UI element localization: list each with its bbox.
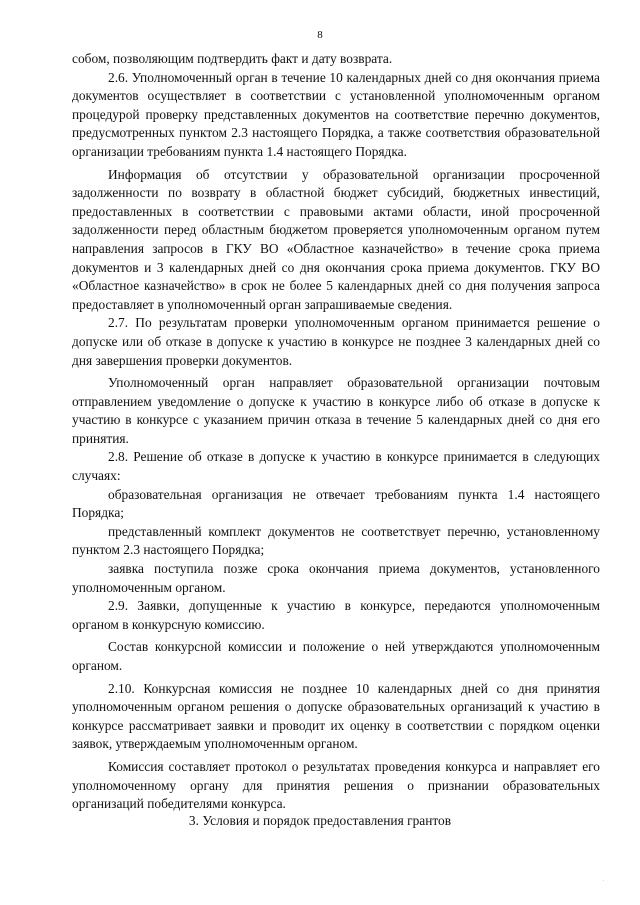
paragraph-case-requirements: образовательная организация не отвечает требованиям пункта 1.4 настоящего Порядка;: [72, 486, 600, 521]
paragraph-protocol: Комиссия составляет протокол о результатах проведения конкурса и направляет его уполномоченному органу для принятия решения о признании образовательных организаций победителями конкурса.: [72, 758, 600, 812]
document-body: [72, 50, 600, 814]
paragraph-case-documents: представленный комплект документов не соответствует перечню, установленному пунктом 2.3 настоящего Порядка;: [72, 523, 600, 558]
paragraph-2-7: 2.7. По результатам проверки уполномоченным органом принимается решение о допуске или об отказе в допуске к участию в конкурсе не позднее 3 календарных дней со дня завершения проверки документов.: [72, 315, 600, 368]
corner-mark: .: [602, 877, 604, 883]
paragraph-2-10: 2.10. Конкурсная комиссия не позднее 10 календарных дней со дня принятия уполномоченным органом решения о допуске образовательных организаций к участию в конкурсе рассматривает заявки и проводит их оценку в соответствии с порядком оценки заявок, утверждаемым уполномоченным органом.: [72, 680, 600, 752]
paragraph-return-fact: собом, позволяющим подтвердить факт и дату возврата.: [72, 51, 393, 66]
paragraph-2-8: 2.8. Решение об отказе в допуске к участию в конкурсе принимается в следующих случаях:: [72, 449, 600, 484]
page-number: 8: [317, 29, 323, 41]
paragraph-case-late: заявка поступила позже срока окончания приема документов, установленного уполномоченным органом.: [72, 561, 600, 595]
paragraph-notification: Уполномоченный орган направляет образовательной организации почтовым отправлением уведомление о допуске к участию в конкурсе либо об отказе в допуске к участию в конкурсе с указанием причин отказа в течение 5 календарных дней со дня его принятия.: [72, 375, 600, 446]
paragraph-2-9: 2.9. Заявки, допущенные к участию в конкурсе, передаются уполномоченным органом в конкурсную комиссию.: [72, 598, 600, 632]
paragraph-2-6: 2.6. Уполномоченный орган в течение 10 календарных дней со дня окончания приема документов осуществляет в соответствии с установленной уполномоченным органом процедурой проверку представленных документов на соответствие перечню документов, предусмотренных пунктом 2.3 настоящего Порядка, а также соответствия образовательной организации требованиям пункта 1.4 настоящего Порядка.: [72, 69, 600, 159]
section-heading: 3. Условия и порядок предоставления грантов: [188, 813, 452, 828]
paragraph-commission-composition: Состав конкурсной комиссии и положение о ней утверждаются уполномоченным органом.: [72, 639, 600, 673]
paragraph-debt-info: Информация об отсутствии у образовательной организации просроченной задолженности по возврату в областной бюджет субсидий, бюджетных инвестиций, предоставленных в соответствии с правовыми актами области, иной просроченной задолженности перед областным бюджетом проверяется уполномоченным органом путем направления запросов в ГКУ ВО «Областное казначейство» в течение срока приема документов и 3 календарных дней со дня окончания срока приема документов. ГКУ ВО «Областное казначейство» в срок не более 5 календарных дней со дня получения запроса предоставляет в уполномоченный орган запрашиваемые сведения.: [72, 166, 600, 312]
